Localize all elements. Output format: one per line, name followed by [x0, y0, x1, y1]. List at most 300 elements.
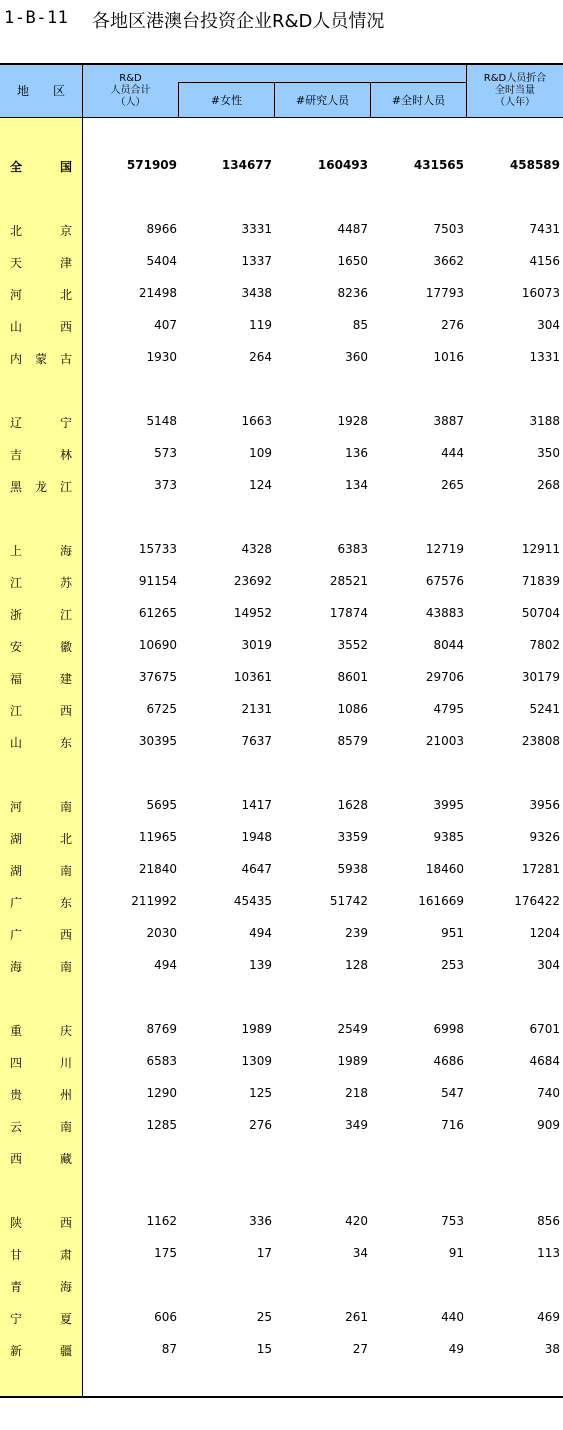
table-row: [0, 635, 563, 657]
fulltime-cell: 1016: [433, 350, 464, 364]
table-row: [0, 1211, 563, 1233]
female-cell: 125: [249, 1086, 272, 1100]
fulltime-cell: 18460: [425, 862, 464, 876]
region-char: 黑: [10, 480, 23, 494]
region-name: [10, 798, 72, 815]
table-header-rule: [0, 117, 563, 118]
female-cell: 1417: [241, 798, 272, 812]
female-cell: 3438: [241, 286, 272, 300]
research-cell: 6383: [337, 542, 368, 556]
female-cell: 3331: [241, 222, 272, 236]
fulltime-cell: 21003: [425, 734, 464, 748]
research-cell: 218: [345, 1086, 368, 1100]
region-name: [10, 830, 72, 847]
female-cell: 119: [249, 318, 272, 332]
region-char: 肃: [59, 1248, 72, 1262]
research-cell: 4487: [337, 222, 368, 236]
header-researchers: #研究人员: [295, 93, 350, 107]
region-char: 全: [10, 160, 23, 174]
data-table: [0, 63, 563, 1398]
table-code: 1-B-11: [4, 8, 69, 28]
region-name: [10, 478, 72, 495]
female-cell: 15: [256, 1342, 272, 1356]
region-name: [10, 1342, 72, 1359]
total-cell: 573: [154, 446, 177, 460]
fte-cell: 4156: [529, 254, 560, 268]
region-char: 辽: [10, 416, 23, 430]
total-cell: 5404: [146, 254, 177, 268]
table-row: [0, 315, 563, 337]
region-char: 山: [10, 320, 23, 334]
region-char: 海: [59, 1280, 72, 1294]
table-row: [0, 251, 563, 273]
research-cell: 5938: [337, 862, 368, 876]
total-cell: 1162: [146, 1214, 177, 1228]
table-row: [0, 411, 563, 433]
research-cell: 51742: [329, 894, 368, 908]
table-row: [0, 571, 563, 593]
table-row: [0, 347, 563, 369]
fte-cell: 268: [537, 478, 560, 492]
fulltime-cell: 265: [441, 478, 464, 492]
female-cell: 134677: [221, 158, 272, 172]
region-char: 上: [10, 544, 23, 558]
header-total-line2: 人员合计: [110, 85, 151, 96]
female-cell: 25: [256, 1310, 272, 1324]
region-char: 广: [10, 928, 23, 942]
total-cell: 5148: [146, 414, 177, 428]
region-char: 宁: [10, 1312, 23, 1326]
research-cell: 8579: [337, 734, 368, 748]
fte-cell: 7431: [529, 222, 560, 236]
header-total: [83, 67, 178, 115]
research-cell: 420: [345, 1214, 368, 1228]
research-cell: 128: [345, 958, 368, 972]
total-cell: 407: [154, 318, 177, 332]
fulltime-cell: 3662: [433, 254, 464, 268]
region-char: 南: [59, 1120, 72, 1134]
region-name: [10, 350, 72, 367]
fte-cell: 6701: [529, 1022, 560, 1036]
region-name: [10, 574, 72, 591]
region-char: 古: [59, 352, 72, 366]
table-row: [0, 1243, 563, 1265]
total-cell: 175: [154, 1246, 177, 1260]
fulltime-cell: 6998: [433, 1022, 464, 1036]
total-cell: 5695: [146, 798, 177, 812]
region-char: 陕: [10, 1216, 23, 1230]
female-cell: 45435: [233, 894, 272, 908]
total-cell: 571909: [126, 158, 177, 172]
fulltime-cell: 253: [441, 958, 464, 972]
total-cell: 91154: [138, 574, 177, 588]
region-name: [10, 702, 72, 719]
table-row: [0, 1147, 563, 1169]
fulltime-cell: 8044: [433, 638, 464, 652]
region-char: 云: [10, 1120, 23, 1134]
region-char: 夏: [59, 1312, 72, 1326]
region-char: 西: [59, 1216, 72, 1230]
female-cell: 14952: [233, 606, 272, 620]
region-char: 福: [10, 672, 23, 686]
region-char: 河: [10, 800, 23, 814]
region-name: [10, 894, 72, 911]
region-char: 林: [59, 448, 72, 462]
region-name: [10, 318, 72, 335]
header-fte-line1: R&D人员折合: [483, 73, 547, 84]
female-cell: 1337: [241, 254, 272, 268]
region-char: 江: [59, 480, 72, 494]
region-char: 建: [59, 672, 72, 686]
fte-cell: 1331: [529, 350, 560, 364]
region-name: [10, 1150, 72, 1167]
fte-cell: 909: [537, 1118, 560, 1132]
table-row: [0, 603, 563, 625]
table-row: [0, 795, 563, 817]
region-name: [10, 958, 72, 975]
fulltime-cell: 4795: [433, 702, 464, 716]
female-cell: 124: [249, 478, 272, 492]
female-cell: 10361: [233, 670, 272, 684]
total-cell: 11965: [138, 830, 177, 844]
total-cell: 8769: [146, 1022, 177, 1036]
fte-cell: 38: [544, 1342, 560, 1356]
region-char: 蒙: [34, 352, 47, 366]
region-char: 龙: [34, 480, 47, 494]
total-cell: 373: [154, 478, 177, 492]
fte-cell: 176422: [514, 894, 560, 908]
region-char: 西: [59, 320, 72, 334]
female-cell: 264: [249, 350, 272, 364]
table-row: [0, 699, 563, 721]
table-row: [0, 827, 563, 849]
table-row: [0, 1115, 563, 1137]
table-top-rule: [0, 63, 563, 65]
region-char: 西: [10, 1152, 23, 1166]
total-cell: 6725: [146, 702, 177, 716]
region-char: 苏: [59, 576, 72, 590]
total-cell: 606: [154, 1310, 177, 1324]
table-bottom-rule: [0, 1396, 563, 1398]
region-char: 海: [10, 960, 23, 974]
region-char: 山: [10, 736, 23, 750]
region-char: 湖: [10, 864, 23, 878]
fulltime-cell: 4686: [433, 1054, 464, 1068]
research-cell: 2549: [337, 1022, 368, 1036]
fulltime-cell: 716: [441, 1118, 464, 1132]
table-row: [0, 283, 563, 305]
region-column-background: [0, 117, 82, 1396]
region-char: 天: [10, 256, 23, 270]
female-cell: 1948: [241, 830, 272, 844]
header-female: #女性: [210, 93, 243, 107]
region-char: 四: [10, 1056, 23, 1070]
fte-cell: 50704: [521, 606, 560, 620]
region-char: 江: [10, 704, 23, 718]
female-cell: 2131: [241, 702, 272, 716]
research-cell: 1989: [337, 1054, 368, 1068]
page-title: [0, 0, 563, 46]
total-cell: 21498: [138, 286, 177, 300]
region-char: 北: [59, 288, 72, 302]
region-char: 西: [59, 928, 72, 942]
region-char: 京: [59, 224, 72, 238]
fte-cell: 3188: [529, 414, 560, 428]
female-cell: 3019: [241, 638, 272, 652]
region-char: 东: [59, 896, 72, 910]
region-name: [10, 606, 72, 623]
research-cell: 239: [345, 926, 368, 940]
fte-cell: 3956: [529, 798, 560, 812]
fte-cell: 5241: [529, 702, 560, 716]
header-fulltime: #全时人员: [391, 93, 446, 107]
region-name: [10, 1118, 72, 1135]
region-char: 疆: [59, 1344, 72, 1358]
fte-cell: 16073: [521, 286, 560, 300]
region-char: 藏: [59, 1152, 72, 1166]
header-total-line3: （人）: [115, 97, 146, 108]
female-cell: 109: [249, 446, 272, 460]
table-row: [0, 1051, 563, 1073]
table-row: [0, 539, 563, 561]
fulltime-cell: 67576: [425, 574, 464, 588]
fte-cell: 4684: [529, 1054, 560, 1068]
table-row: [0, 891, 563, 913]
region-name: [10, 414, 72, 431]
fulltime-cell: 276: [441, 318, 464, 332]
total-cell: 37675: [138, 670, 177, 684]
fte-cell: 1204: [529, 926, 560, 940]
table-row: [0, 667, 563, 689]
table-row: [0, 1307, 563, 1329]
fte-cell: 23808: [521, 734, 560, 748]
total-cell: 61265: [138, 606, 177, 620]
table-row: [0, 955, 563, 977]
header-total-line1: R&D: [119, 73, 142, 84]
fte-cell: 304: [537, 958, 560, 972]
region-name: [10, 1214, 72, 1231]
fte-cell: 7802: [529, 638, 560, 652]
fulltime-cell: 29706: [425, 670, 464, 684]
research-cell: 3552: [337, 638, 368, 652]
region-char: 新: [10, 1344, 23, 1358]
header-region: 地 区: [16, 83, 65, 98]
research-cell: 85: [352, 318, 368, 332]
total-cell: 10690: [138, 638, 177, 652]
region-name: [10, 286, 72, 303]
region-char: 川: [59, 1056, 72, 1070]
fulltime-cell: 431565: [413, 158, 464, 172]
fte-cell: 9326: [529, 830, 560, 844]
research-cell: 349: [345, 1118, 368, 1132]
region-name: [10, 1054, 72, 1071]
region-char: 青: [10, 1280, 23, 1294]
region-char: 南: [59, 800, 72, 814]
region-name: [10, 1022, 72, 1039]
region-char: 浙: [10, 608, 23, 622]
region-char: 南: [59, 960, 72, 974]
region-name: [10, 446, 72, 463]
header-fte-line3: （人年）: [495, 97, 535, 108]
fulltime-cell: 444: [441, 446, 464, 460]
table-row: [0, 1083, 563, 1105]
fte-cell: 30179: [521, 670, 560, 684]
research-cell: 134: [345, 478, 368, 492]
female-cell: 1663: [241, 414, 272, 428]
header-fte-line2: 全时当量: [495, 85, 535, 96]
region-char: 内: [10, 352, 23, 366]
region-name: [10, 1278, 72, 1295]
total-cell: 6583: [146, 1054, 177, 1068]
fulltime-cell: 440: [441, 1310, 464, 1324]
region-name: [10, 542, 72, 559]
fulltime-cell: 547: [441, 1086, 464, 1100]
table-title: 各地区港澳台投资企业R&D人员情况: [92, 11, 385, 32]
fulltime-cell: 161669: [418, 894, 464, 908]
total-cell: 8966: [146, 222, 177, 236]
research-cell: 3359: [337, 830, 368, 844]
fte-cell: 12911: [521, 542, 560, 556]
female-cell: 336: [249, 1214, 272, 1228]
fte-cell: 740: [537, 1086, 560, 1100]
total-cell: 1290: [146, 1086, 177, 1100]
research-cell: 136: [345, 446, 368, 460]
table-row: [0, 731, 563, 753]
region-name: [10, 926, 72, 943]
region-name: [10, 862, 72, 879]
table-row-total: [0, 155, 563, 177]
region-char: 甘: [10, 1248, 23, 1262]
fte-cell: 469: [537, 1310, 560, 1324]
total-cell: 87: [161, 1342, 177, 1356]
female-cell: 1989: [241, 1022, 272, 1036]
region-char: 安: [10, 640, 23, 654]
region-char: 北: [59, 832, 72, 846]
research-cell: 160493: [317, 158, 368, 172]
region-char: 徽: [59, 640, 72, 654]
table-row: [0, 219, 563, 241]
fte-cell: 350: [537, 446, 560, 460]
region-name: [10, 734, 72, 751]
region-char: 广: [10, 896, 23, 910]
total-cell: 2030: [146, 926, 177, 940]
fulltime-cell: 12719: [425, 542, 464, 556]
region-char: 湖: [10, 832, 23, 846]
female-cell: 139: [249, 958, 272, 972]
region-char: 国: [59, 160, 72, 174]
fte-cell: 71839: [521, 574, 560, 588]
region-name: [10, 1310, 72, 1327]
female-cell: 4328: [241, 542, 272, 556]
research-cell: 8601: [337, 670, 368, 684]
fulltime-cell: 951: [441, 926, 464, 940]
region-char: 宁: [59, 416, 72, 430]
region-char: 贵: [10, 1088, 23, 1102]
region-name: [10, 638, 72, 655]
total-cell: 21840: [138, 862, 177, 876]
female-cell: 4647: [241, 862, 272, 876]
region-name: [10, 254, 72, 271]
research-cell: 360: [345, 350, 368, 364]
research-cell: 1086: [337, 702, 368, 716]
research-cell: 1650: [337, 254, 368, 268]
region-char: 北: [10, 224, 23, 238]
fte-cell: 113: [537, 1246, 560, 1260]
total-cell: 1930: [146, 350, 177, 364]
research-cell: 8236: [337, 286, 368, 300]
research-cell: 34: [352, 1246, 368, 1260]
fulltime-cell: 753: [441, 1214, 464, 1228]
total-cell: 1285: [146, 1118, 177, 1132]
region-char: 西: [59, 704, 72, 718]
table-row: [0, 1275, 563, 1297]
research-cell: 27: [352, 1342, 368, 1356]
female-cell: 494: [249, 926, 272, 940]
female-cell: 7637: [241, 734, 272, 748]
region-char: 州: [59, 1088, 72, 1102]
region-char: 庆: [59, 1024, 72, 1038]
header-fte: [467, 67, 563, 115]
region-char: 重: [10, 1024, 23, 1038]
region-name: [10, 670, 72, 687]
fulltime-cell: 49: [448, 1342, 464, 1356]
fte-cell: 304: [537, 318, 560, 332]
region-char: 南: [59, 864, 72, 878]
fulltime-cell: 3995: [433, 798, 464, 812]
fulltime-cell: 3887: [433, 414, 464, 428]
region-name: [10, 158, 72, 175]
total-cell: 30395: [138, 734, 177, 748]
total-cell: 494: [154, 958, 177, 972]
table-row: [0, 1019, 563, 1041]
region-char: 津: [59, 256, 72, 270]
female-cell: 17: [256, 1246, 272, 1260]
fulltime-cell: 7503: [433, 222, 464, 236]
research-cell: 1928: [337, 414, 368, 428]
fulltime-cell: 9385: [433, 830, 464, 844]
table-row: [0, 923, 563, 945]
table-row: [0, 443, 563, 465]
research-cell: 17874: [329, 606, 368, 620]
region-char: 江: [59, 608, 72, 622]
female-cell: 276: [249, 1118, 272, 1132]
fte-cell: 856: [537, 1214, 560, 1228]
female-cell: 1309: [241, 1054, 272, 1068]
table-row: [0, 1339, 563, 1361]
research-cell: 1628: [337, 798, 368, 812]
total-cell: 15733: [138, 542, 177, 556]
region-name: [10, 222, 72, 239]
region-char: 吉: [10, 448, 23, 462]
table-row: [0, 475, 563, 497]
table-row: [0, 859, 563, 881]
fulltime-cell: 17793: [425, 286, 464, 300]
fulltime-cell: 43883: [425, 606, 464, 620]
fte-cell: 17281: [521, 862, 560, 876]
female-cell: 23692: [233, 574, 272, 588]
research-cell: 261: [345, 1310, 368, 1324]
region-char: 东: [59, 736, 72, 750]
region-name: [10, 1086, 72, 1103]
total-cell: 211992: [131, 894, 177, 908]
region-char: 海: [59, 544, 72, 558]
region-char: 江: [10, 576, 23, 590]
fte-cell: 458589: [509, 158, 560, 172]
fulltime-cell: 91: [448, 1246, 464, 1260]
region-name: [10, 1246, 72, 1263]
research-cell: 28521: [329, 574, 368, 588]
region-char: 河: [10, 288, 23, 302]
